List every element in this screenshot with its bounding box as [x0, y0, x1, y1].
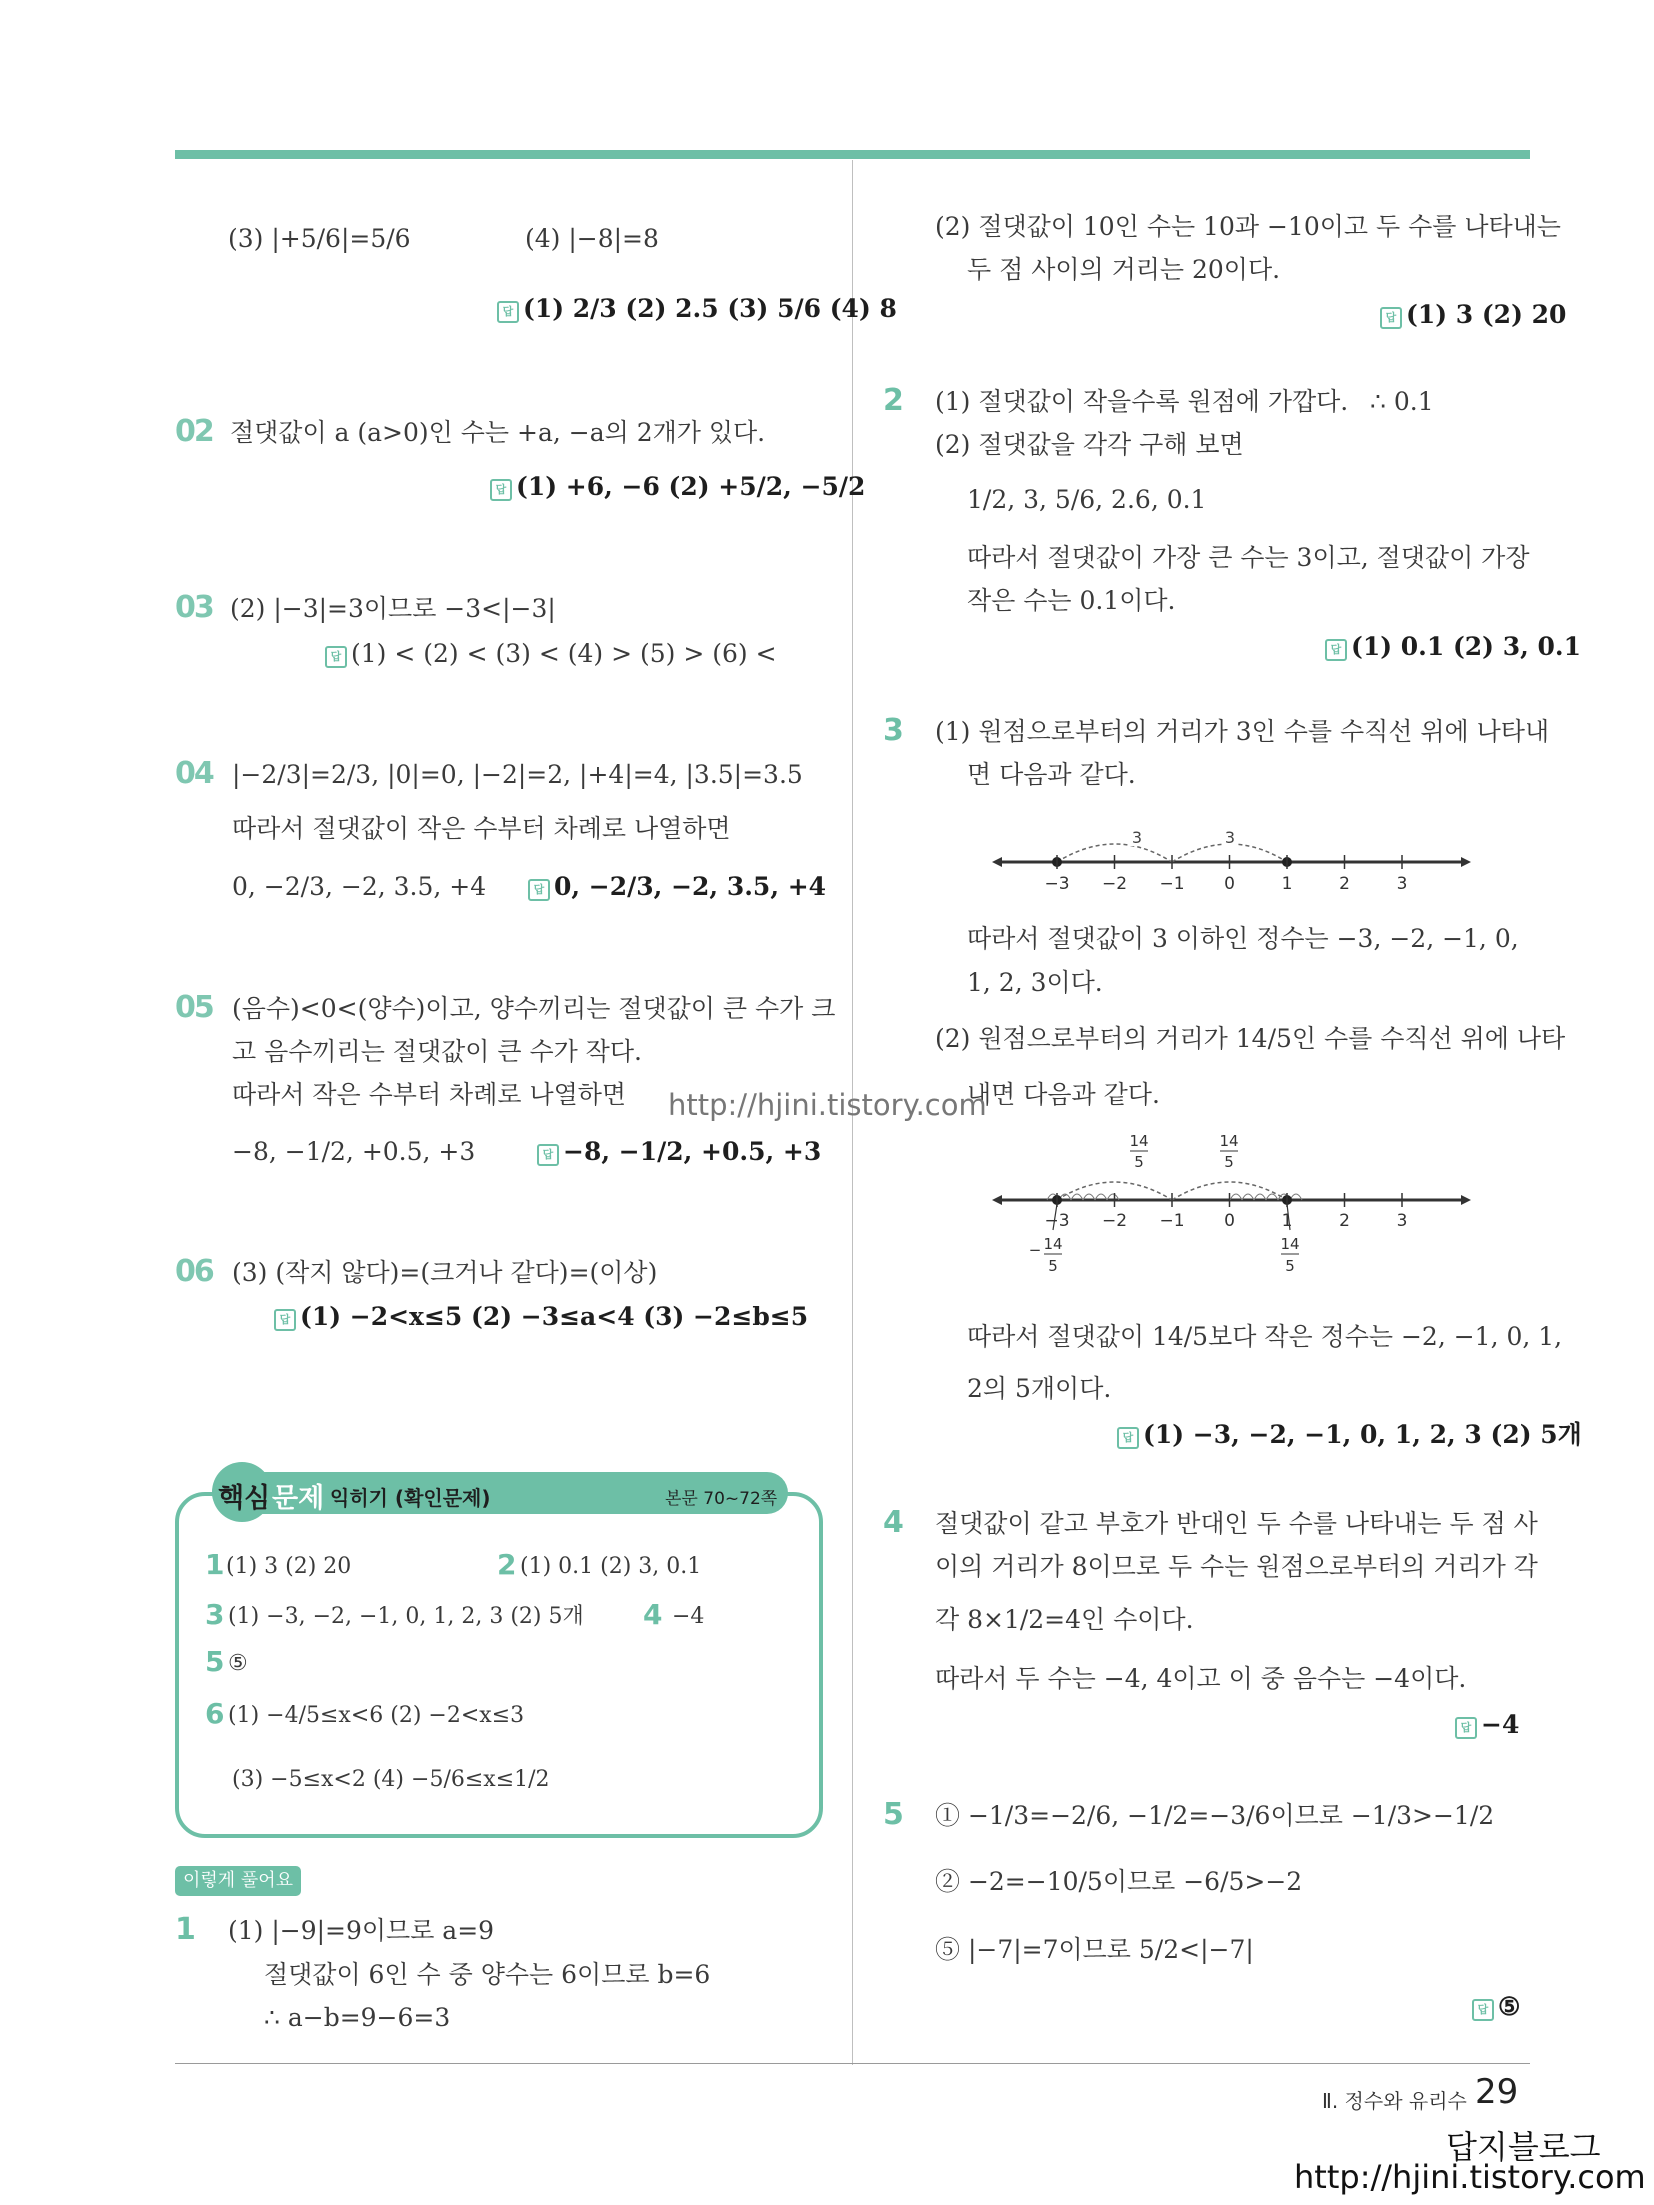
nl1-arc-label-right: 3 — [1224, 828, 1236, 847]
box-page-ref: 본문 70~72쪽 — [665, 1489, 778, 1509]
nl1-arrow-right-icon — [1461, 857, 1471, 867]
s1b-l2: 두 점 사이의 거리는 20이다. — [967, 255, 1281, 284]
s4-l2: 이의 거리가 8이므로 두 수는 원점으로부터의 거리가 각 — [935, 1552, 1538, 1581]
box-title-rest: 익히기 (확인문제) — [330, 1486, 491, 1510]
s4-l3: 각 8×1/2=4인 수이다. — [935, 1605, 1194, 1634]
p04-number: 04 — [175, 756, 213, 791]
s3-l4: 1, 2, 3이다. — [967, 968, 1103, 997]
tick-label: 3 — [1396, 1211, 1408, 1231]
number-line-1 — [990, 818, 1475, 898]
s4-l4: 따라서 두 수는 −4, 4이고 이 중 음수는 −4이다. — [935, 1664, 1467, 1693]
footer-rule — [175, 2063, 1530, 2064]
nl2-arrow-left-icon — [992, 1195, 1002, 1205]
s4-l1: 절댓값이 같고 부호가 반대인 두 수를 나타내는 두 점 사 — [935, 1509, 1538, 1538]
s5-answer: ⑤ — [1498, 1992, 1521, 2021]
p03-answer: (1) < (2) < (3) < (4) > (5) > (6) < — [351, 639, 777, 668]
footer-blog-url: http://hjini.tistory.com — [1294, 2158, 1646, 2196]
p04-answer: 0, −2/3, −2, 3.5, +4 — [554, 872, 827, 901]
tick-label: 3 — [1396, 874, 1408, 894]
s2-l5: 작은 수는 0.1이다. — [967, 586, 1176, 615]
answer-mark-icon: 답 — [1472, 1999, 1494, 2021]
s2-l1b: ∴ 0.1 — [1370, 387, 1434, 416]
nl2-bottom-right-den: 5 — [1285, 1257, 1295, 1275]
tick-label: 0 — [1224, 874, 1235, 894]
p06-answer-row — [274, 1300, 808, 1334]
s3-answer-row — [1117, 1418, 1582, 1452]
nl2-frac-top-left-num: 14 — [1129, 1132, 1149, 1150]
tick-label: −1 — [1159, 1211, 1185, 1231]
answer-mark-icon: 답 — [274, 1309, 296, 1331]
p05-text1: (음수)<0<(양수)이고, 양수끼리는 절댓값이 큰 수가 크 — [232, 994, 836, 1023]
s2-l1: (1) 절댓값이 작을수록 원점에 가깝다. — [935, 387, 1349, 416]
sol1-l2: 절댓값이 6인 수 중 양수는 6이므로 b=6 — [264, 1960, 711, 1989]
sol1-l3: ∴ a−b=9−6=3 — [264, 2003, 451, 2032]
box-r2b: −4 — [672, 1604, 705, 1629]
s5-l2: ② −2=−10/5이므로 −6/5>−2 — [935, 1867, 1303, 1896]
answer-mark-icon: 답 — [528, 879, 550, 901]
top-accent-bar — [175, 150, 1530, 159]
s5-number: 5 — [883, 1797, 904, 1832]
tick-label: 2 — [1339, 1211, 1350, 1231]
watermark-url-middle: http://hjini.tistory.com — [668, 1088, 987, 1122]
box-r4: (1) −4/5≤x<6 (2) −2<x≤3 — [228, 1703, 525, 1728]
p06-text: (3) (작지 않다)=(크거나 같다)=(이상) — [232, 1258, 658, 1287]
p05-text2: 고 음수끼리는 절댓값이 큰 수가 작다. — [232, 1037, 642, 1066]
tick-label: −3 — [1044, 874, 1070, 894]
p06-number: 06 — [175, 1254, 213, 1289]
p03-answer-row — [325, 637, 777, 671]
sol1-l1: (1) |−9|=9이므로 a=9 — [228, 1916, 495, 1945]
box-r2b-num: 4 — [643, 1598, 663, 1631]
nl2-bottom-left-den: 5 — [1048, 1257, 1058, 1275]
solution-label: 이렇게 풀어요 — [175, 1866, 301, 1896]
s1b-answer: (1) 3 (2) 20 — [1406, 300, 1567, 329]
s3-l3: 따라서 절댓값이 3 이하인 정수는 −3, −2, −1, 0, — [967, 924, 1519, 953]
box-r4-num: 6 — [205, 1697, 225, 1730]
s3-answer: (1) −3, −2, −1, 0, 1, 2, 3 (2) 5개 — [1143, 1420, 1582, 1449]
s3-number: 3 — [883, 713, 904, 748]
box-r3: ⑤ — [228, 1651, 248, 1676]
p05-text3: 따라서 작은 수부터 차례로 나열하면 — [232, 1080, 627, 1109]
box-r1a: (1) 3 (2) 20 — [226, 1554, 352, 1579]
sol1-number: 1 — [175, 1912, 196, 1947]
p05-answer-row — [537, 1135, 821, 1169]
s2-l2: (2) 절댓값을 각각 구해 보면 — [935, 430, 1244, 459]
box-r1b: (1) 0.1 (2) 3, 0.1 — [520, 1554, 702, 1579]
answer-mark-icon: 답 — [497, 301, 519, 323]
nl2-arrow-right-icon — [1461, 1195, 1471, 1205]
p04-text: |−2/3|=2/3, |0|=0, |−2|=2, |+4|=4, |3.5|=3.5 — [232, 760, 803, 789]
tick-label: 1 — [1281, 1211, 1293, 1231]
s3-l8: 2의 5개이다. — [967, 1374, 1112, 1403]
answer-mark-icon: 답 — [1117, 1427, 1139, 1449]
s1b-answer-row — [1380, 298, 1566, 332]
footer-page-number: 29 — [1475, 2072, 1519, 2112]
answer-mark-icon: 답 — [537, 1144, 559, 1166]
s2-answer: (1) 0.1 (2) 3, 0.1 — [1351, 632, 1582, 661]
p02-number: 02 — [175, 414, 213, 449]
answer-mark-icon: 답 — [1455, 1717, 1477, 1739]
nl1-arc-label-left: 3 — [1131, 828, 1143, 847]
p05-number: 05 — [175, 990, 213, 1025]
tick-label: 2 — [1339, 874, 1350, 894]
s4-number: 4 — [883, 1505, 904, 1540]
tick-label: 0 — [1224, 1211, 1235, 1231]
s2-l3: 1/2, 3, 5/6, 2.6, 0.1 — [967, 485, 1207, 514]
box-r3-num: 5 — [205, 1645, 225, 1678]
tick-label: −2 — [1101, 874, 1128, 894]
nl2-bottom-left-sign: − — [1028, 1241, 1042, 1259]
s2-number: 2 — [883, 383, 904, 418]
p04-answer-row — [528, 870, 826, 904]
box-r5: (3) −5≤x<2 (4) −5/6≤x≤1/2 — [232, 1767, 550, 1792]
nl2-bottom-right-num: 14 — [1280, 1235, 1300, 1253]
footer-blog-name: 답지블로그 — [1446, 2128, 1601, 2166]
tick-label: 1 — [1281, 874, 1293, 894]
box-r1b-num: 2 — [497, 1548, 517, 1581]
answer-mark-icon: 답 — [1325, 639, 1347, 661]
tick-label: −2 — [1101, 1211, 1128, 1231]
answer-mark-icon: 답 — [325, 646, 347, 668]
nl2-bottom-left-num: 14 — [1043, 1235, 1063, 1253]
s2-l4: 따라서 절댓값이 가장 큰 수는 3이고, 절댓값이 가장 — [967, 543, 1530, 572]
nl2-frac-top-left-den: 5 — [1134, 1153, 1144, 1171]
s2-answer-row — [1325, 630, 1581, 664]
nl1-arrow-left-icon — [992, 857, 1002, 867]
nl2-frac-top-right-num: 14 — [1219, 1132, 1239, 1150]
s3-l1: (1) 원점으로부터의 거리가 3인 수를 수직선 위에 나타내 — [935, 717, 1550, 746]
box-r2a: (1) −3, −2, −1, 0, 1, 2, 3 (2) 5개 — [228, 1604, 584, 1629]
footer-chapter: Ⅱ. 정수와 유리수 — [1322, 2089, 1467, 2113]
p03-text: (2) |−3|=3이므로 −3<|−3| — [230, 594, 556, 623]
box-r2a-num: 3 — [205, 1598, 225, 1631]
p01-line4: (4) |−8|=8 — [525, 224, 659, 253]
answer-mark-icon: 답 — [490, 479, 512, 501]
p05-answer: −8, −1/2, +0.5, +3 — [563, 1137, 822, 1166]
s4-answer: −4 — [1481, 1710, 1520, 1739]
p02-answer: (1) +6, −6 (2) +5/2, −5/2 — [516, 472, 866, 501]
s3-l2: 면 다음과 같다. — [967, 760, 1136, 789]
s3-l7: 따라서 절댓값이 14/5보다 작은 정수는 −2, −1, 0, 1, — [967, 1322, 1563, 1351]
p02-answer-row — [490, 470, 865, 504]
s4-answer-row — [1455, 1708, 1519, 1742]
s5-answer-row — [1472, 1990, 1520, 2024]
p05-text4: −8, −1/2, +0.5, +3 — [232, 1137, 476, 1166]
s3-l6: 내면 다음과 같다. — [967, 1080, 1160, 1109]
p04-text3: 0, −2/3, −2, 3.5, +4 — [232, 872, 487, 901]
p01-line3: (3) |+5/6|=5/6 — [228, 224, 411, 253]
box-r1a-num: 1 — [205, 1548, 225, 1581]
s5-l3: ⑤ |−7|=7이므로 5/2<|−7| — [935, 1935, 1254, 1964]
number-line-2 — [990, 1130, 1475, 1280]
tick-label: −3 — [1044, 1211, 1070, 1231]
p02-text: 절댓값이 a (a>0)인 수는 +a, −a의 2개가 있다. — [230, 418, 766, 447]
s3-l5: (2) 원점으로부터의 거리가 14/5인 수를 수직선 위에 나타 — [935, 1024, 1566, 1053]
s1b-l1: (2) 절댓값이 10인 수는 10과 −10이고 두 수를 나타내는 — [935, 212, 1561, 241]
box-title-core: 핵심 — [218, 1483, 271, 1514]
p01-answer: (1) 2/3 (2) 2.5 (3) 5/6 (4) 8 — [523, 294, 897, 323]
p06-answer: (1) −2<x≤5 (2) −3≤a<4 (3) −2≤b≤5 — [300, 1302, 809, 1331]
tick-label: −1 — [1159, 874, 1185, 894]
box-title-problem: 문제 — [272, 1483, 325, 1514]
p04-text2: 따라서 절댓값이 작은 수부터 차례로 나열하면 — [232, 814, 731, 843]
answer-mark-icon: 답 — [1380, 307, 1402, 329]
p01-answer-row — [497, 292, 897, 326]
s5-l1: ① −1/3=−2/6, −1/2=−3/6이므로 −1/3>−1/2 — [935, 1801, 1495, 1830]
p03-number: 03 — [175, 590, 213, 625]
nl2-frac-top-right-den: 5 — [1224, 1153, 1234, 1171]
